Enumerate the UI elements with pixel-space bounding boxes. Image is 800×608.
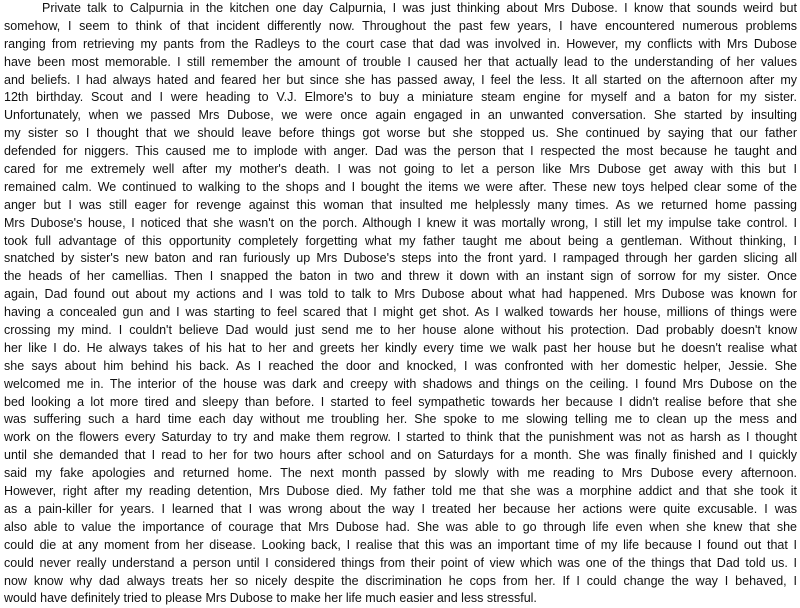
text-line: welcomed me in. The interior of the house was dark and creepy with shadows and things on the ceiling. I found Mrs Dubose on the (4, 376, 797, 391)
text-line: could die at any moment from her disease. Looking back, I realise that this was an important time of my life because I found out that I (4, 537, 797, 552)
text-line: remained calm. We continued to walking to the shops and I bought the items we were after. These new toys helped clear some of the (4, 179, 797, 194)
text-line: was suffering such a hard time each day without me troubling her. She spoke to me slowing telling me to clean up the mess and (4, 412, 797, 427)
text-line: would have definitely tried to please Mrs Dubose to make her life much easier and less stressful. (4, 591, 537, 606)
text-line: and beliefs. I had always hated and feared her but since she has passed away, I feel the less. It all started on the afternoon after my (4, 72, 797, 87)
text-line: crossing my mind. I couldn't believe Dad would just send me to her house alone without his protection. Dad probably doesn't know (4, 323, 797, 338)
text-line: ranging from retrieving my pants from the Radleys to the court case that dad was involved in. However, my conflicts with Mrs Dubose (4, 36, 797, 51)
text-line: until she demanded that I read to her for two hours after school and on Saturdays for a month. She was finally finished and I quickly (4, 448, 797, 463)
text-line: having a concealed gun and I was starting to feel scared that I might get shot. As I walked towards her house, millions of things were (4, 305, 797, 320)
text-line: could never really understand a person until I considered things from their point of view which was one of the things that Dad told us. I (4, 555, 797, 570)
text-line: Mrs Dubose's house, I noticed that she wasn't on the porch. Although I knew it was mortally wrong, I still let my impulse take control. I (4, 215, 797, 230)
text-line: 12th birthday. Scout and I were heading to V.J. Elmore's to buy a miniature steam engine for myself and a baton for my sister. (4, 90, 797, 105)
text-line: cared for me extremely well after my mother's death. I was not going to let a person like Mrs Dubose get away with this but I (4, 162, 797, 177)
text-line: took full advantage of this opportunity completely forgetting what my father taught me about being a gentleman. Without thinking, I (4, 233, 797, 248)
text-line: my sister so I thought that we should leave before things got worse but she stopped us. She continued by saying that our father (4, 126, 797, 141)
text-line: her like I do. He always takes of his hat to her and greets her kindly every time we walk past her house but he doesn't realise what (4, 340, 797, 355)
text-line: now know why dad always treats her so nicely despite the discrimination he cops from her. If I could change the way I behaved, I (4, 573, 797, 588)
text-line: again, Dad found out about my actions and I was told to talk to Mrs Dubose about what had happened. Mrs Dubose was known for (4, 287, 797, 302)
text-line: snatched by sister's new baton and ran furiously up Mrs Dubose's steps into the front yard. I rampaged through her garden slicing all (4, 251, 797, 266)
text-line: as a pain-killer for years. I learned that I was wrong about the way I treated her because her actions were quite excusable. I was (4, 501, 797, 516)
text-line: anger but I was still eager for revenge against this woman that insulted me helplessly many times. As we returned home passing (4, 197, 797, 212)
text-line: she says about him behind his back. As I reached the door and knocked, I was confronted with her domestic helper, Jessie. She (4, 358, 797, 373)
text-line: also able to value the importance of courage that Mrs Dubose had. She was able to go through life even when she knew that she (4, 519, 797, 534)
text-line: Private talk to Calpurnia in the kitchen one day Calpurnia, I was just thinking about Mrs Dubose. I know that sounds weird but (42, 1, 797, 15)
text-line: the heads of her camellias. Then I snapped the baton in two and threw it down with an instant sign of sorrow for my sister. Once (4, 269, 797, 284)
text-line: Unfortunately, when we passed Mrs Dubose, we were once again engaged in an unwanted conversation. She started by insulting (4, 108, 797, 123)
text-line: bed looking a lot more tired and sleepy than before. I started to feel sympathetic towards her because I didn't realise before that she (4, 394, 797, 409)
text-line: said my fake apologies and returned home. The next month passed by slowly with me reading to Mrs Dubose every afternoon. (4, 466, 797, 481)
text-line: work on the flowers every Saturday to try and make them regrow. I started to think that the punishment was not as harsh as I thought (4, 430, 797, 445)
text-line: defended for niggers. This caused me to implode with anger. Dad was the person that I respected the most because he taught and (4, 144, 797, 159)
text-line: However, right after my reading detention, Mrs Dubose died. My father told me that she was a morphine addict and that she took it (4, 484, 797, 499)
text-line: somehow, I seem to think of that incident differently now. Throughout the past few years, I have encountered numerous problems (4, 18, 797, 33)
text-line: have been most memorable. I still remember the amount of trouble I caused her that actually lead to the understanding of her values (4, 54, 797, 69)
